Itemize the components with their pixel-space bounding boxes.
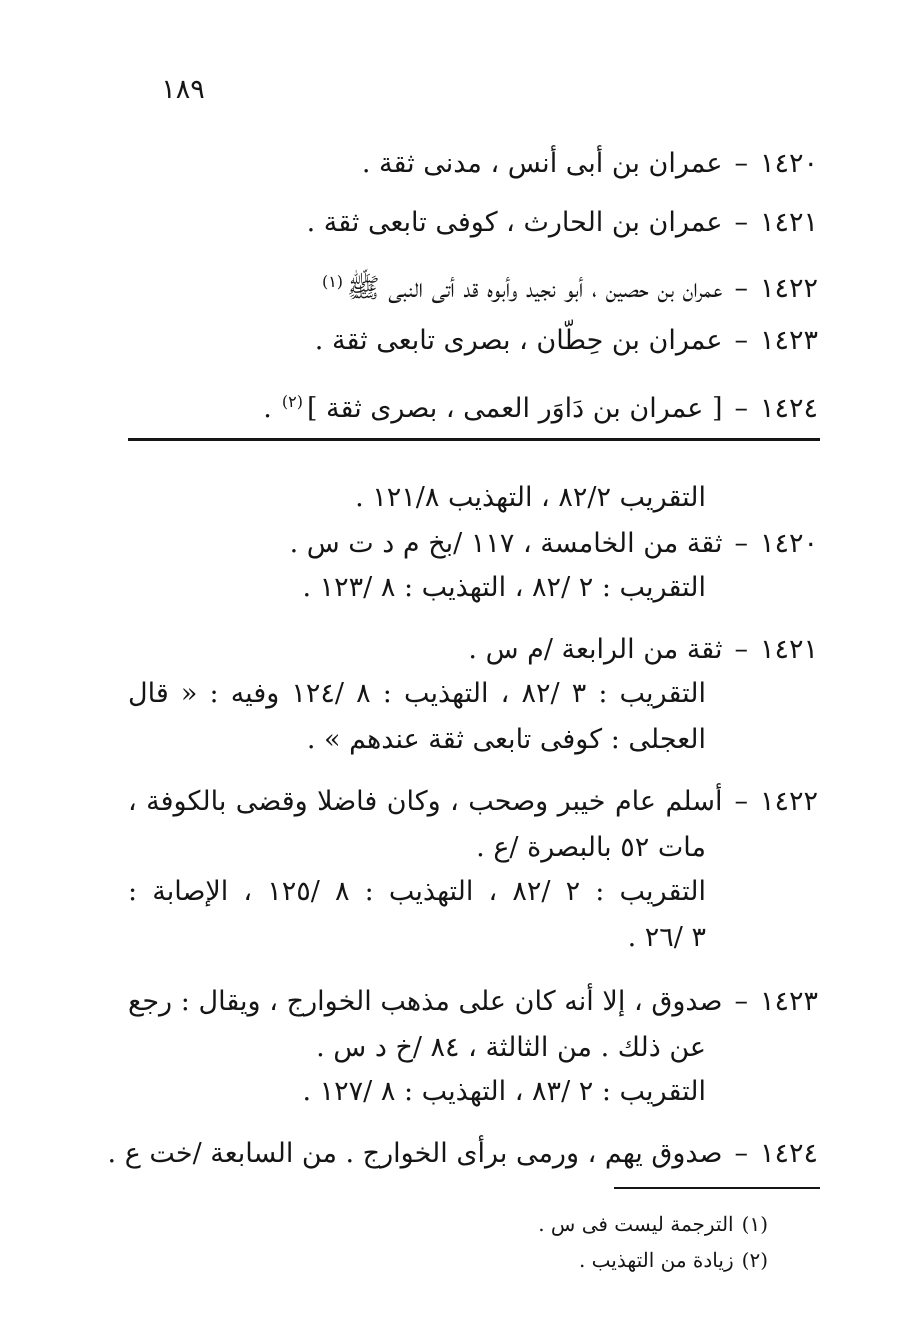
- commentary-dash: –: [734, 986, 748, 1017]
- entry-text: [ عمران بن دَاوَر العمى ، بصرى ثقة ]: [306, 393, 723, 424]
- commentary-line: صدوق ، إلا أنه كان على مذهب الخوارج ، ويقال : رجع: [128, 986, 723, 1017]
- section-divider: [128, 438, 820, 441]
- commentary-number: ١٤٢٣: [759, 986, 818, 1017]
- entry-text: عمران بن الحارث ، كوفى تابعى ثقة .: [306, 207, 723, 238]
- commentary-line: التقريب : ٣ /٨٢ ، التهذيب : ٨ /١٢٤ وفيه : « قال: [128, 678, 706, 709]
- entry-1421: [307, 205, 818, 241]
- footnote-2: [579, 1246, 768, 1274]
- footnote-ref: (١): [321, 272, 344, 291]
- commentary-dash: –: [734, 634, 748, 665]
- entry-number: ١٤٢١: [759, 207, 818, 238]
- commentary-number: ١٤٢٤: [759, 1138, 818, 1169]
- commentary-1423: [128, 984, 818, 1020]
- footnote-divider: [614, 1187, 820, 1189]
- commentary-line: التقريب : ٢ /٨٢ ، التهذيب : ٨ /١٢٣ .: [302, 572, 706, 603]
- footnote-text: زيادة من التهذيب .: [578, 1248, 734, 1272]
- commentary-number: ١٤٢١: [759, 634, 818, 665]
- entry-1423: [315, 323, 818, 359]
- entry-number: ١٤٢٤: [759, 393, 818, 424]
- commentary-dash: –: [734, 528, 748, 559]
- entry-dash: –: [734, 148, 748, 179]
- page-number: ١٨٩: [161, 74, 205, 105]
- entry-dash: –: [734, 393, 748, 424]
- commentary-dash: –: [734, 786, 748, 817]
- commentary-line: ثقة من الخامسة ، ١١٧ /بخ م د ت س .: [289, 528, 723, 559]
- commentary-number: ١٤٢٢: [759, 786, 818, 817]
- entry-dash: –: [734, 273, 748, 304]
- footnote-ref: (٢): [281, 392, 303, 411]
- entry-1422: [322, 264, 818, 307]
- entry-dash: –: [734, 325, 748, 356]
- commentary-1422: [128, 784, 818, 820]
- footnote-number: (٢): [741, 1248, 768, 1272]
- commentary-line: صدوق يهم ، ورمى برأى الخوارج . من السابعة /خت ع .: [107, 1138, 723, 1169]
- commentary-line: ٣ /٢٦ .: [627, 922, 706, 953]
- commentary-1420: [290, 526, 818, 562]
- entry-text: عمران بن أبى أنس ، مدنى ثقة .: [361, 148, 723, 179]
- entry-1424: [263, 384, 818, 427]
- commentary-dash: –: [734, 1138, 748, 1169]
- commentary-line: عن ذلك . من الثالثة ، ٨٤ /خ د س .: [316, 1032, 706, 1063]
- commentary-line: ثقة من الرابعة /م س .: [468, 634, 723, 665]
- commentary-number: ١٤٢٠: [759, 528, 818, 559]
- commentary-1421: [468, 632, 818, 668]
- entry-text: عمران بن حصين ، أبو نجيد وأبوه قد أتى النبى ﷺ: [347, 273, 723, 304]
- entry-number: ١٤٢٣: [759, 325, 818, 356]
- entry-number: ١٤٢٠: [759, 148, 818, 179]
- footnote-text: الترجمة ليست فى س .: [538, 1212, 734, 1236]
- footnote-number: (١): [741, 1212, 768, 1236]
- commentary-line: التقريب : ٢ /٨٢ ، التهذيب : ٨ /١٢٥ ، الإصابة :: [128, 876, 706, 907]
- entry-number: ١٤٢٢: [759, 273, 818, 304]
- commentary-line: أسلم عام خيبر وصحب ، وكان فاضلا وقضى بالكوفة ،: [128, 786, 723, 817]
- entry-text: عمران بن حِطّان ، بصرى تابعى ثقة .: [314, 325, 723, 356]
- commentary-top: التقريب ٨٢/٢ ، التهذيب ١٢١/٨ .: [355, 482, 706, 513]
- entry-1420: [362, 146, 818, 182]
- entry-tail: .: [263, 393, 272, 424]
- footnote-1: [538, 1210, 768, 1238]
- commentary-line: مات ٥٢ بالبصرة /ع .: [476, 832, 706, 863]
- entry-dash: –: [734, 207, 748, 238]
- commentary-1424: [108, 1136, 818, 1172]
- commentary-line: العجلى : كوفى تابعى ثقة عندهم » .: [306, 724, 706, 755]
- commentary-line: التقريب : ٢ /٨٣ ، التهذيب : ٨ /١٢٧ .: [302, 1076, 706, 1107]
